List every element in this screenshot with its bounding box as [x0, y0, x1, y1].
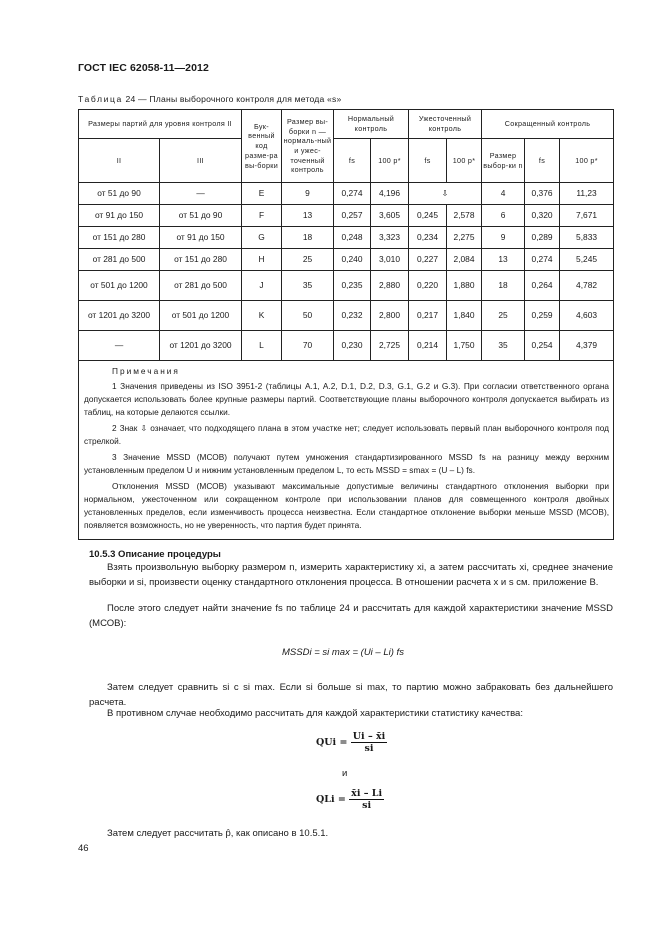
table-cell-n: 13 [282, 205, 334, 227]
table-cell-iii: от 151 до 280 [160, 249, 242, 271]
table-cell-ii: — [79, 331, 160, 361]
table-cell-np: 3,010 [371, 249, 409, 271]
formula-ql-numerator: x̄i – Li [351, 788, 383, 799]
formula-ql-fraction [349, 788, 384, 811]
notes-title: Примечания [112, 366, 180, 376]
table-cell-rf: 0,274 [525, 249, 560, 271]
header-sample-size: Размер вы-борки n — нормаль-ный и ужес-точенный контроль [282, 110, 334, 183]
header-level-iii: III [160, 139, 242, 183]
table-cell-iii: от 281 до 500 [160, 271, 242, 301]
table-cell-rn: 35 [482, 331, 525, 361]
header-lot-sizes: Размеры партий для уровня контроля II [79, 110, 242, 139]
table-cell-tp: 1,750 [447, 331, 482, 361]
table-cell-rn: 6 [482, 205, 525, 227]
table-cell-ii: от 501 до 1200 [79, 271, 160, 301]
formula-qu-denominator: si [364, 743, 374, 754]
table-cell-nf: 0,232 [334, 301, 371, 331]
table-cell-tf: 0,220 [409, 271, 447, 301]
table-cell-tf: 0,217 [409, 301, 447, 331]
table-cell-np: 3,323 [371, 227, 409, 249]
table-cell-tf: 0,245 [409, 205, 447, 227]
paragraph-3: Затем следует сравнить si с si max. Если si больше si max, то партию можно забраковать без дальнейшего расчета. [89, 682, 613, 708]
table-cell-rn: 13 [482, 249, 525, 271]
formula-qu-fraction [351, 731, 388, 754]
table-cell-nf: 0,274 [334, 183, 371, 205]
table-cell-np: 2,800 [371, 301, 409, 331]
table-cell-rp: 5,245 [560, 249, 614, 271]
table-cell-code: L [242, 331, 282, 361]
note-3: 3 Значение MSSD (МСОВ) получают путем умножения стандартизированного MSSD fs на разницу между верхним установленным пределом U и нижним установленным пределом L, то есть MSSD = smax = (U – L) fs. [84, 452, 610, 475]
paragraph-1: Взять произвольную выборку размером n, измерить характеристику xi, а затем рассчитать xi, среднее значение выборки и si, произвести оценку стандартного отклонения процесса. В отношении расчета x и s см. приложение В. [89, 562, 613, 588]
table-cell-tf: 0,227 [409, 249, 447, 271]
table-cell-rf: 0,254 [525, 331, 560, 361]
section-heading: 10.5.3 Описание процедуры [89, 549, 221, 560]
note-2: 2 Знак ⇩ означает, что подходящего плана в этом участке нет; следует использовать первый план выборочного контроля под стрелкой. [84, 423, 610, 446]
table-cell-tf: 0,234 [409, 227, 447, 249]
document-header: ГОСТ IEC 62058-11—2012 [78, 62, 209, 74]
formula-qu-numerator: Ui – x̄i [352, 731, 386, 742]
formula-mssd: MSSDi = si max = (Ui – Li) fs [282, 647, 404, 658]
table-cell-ii: от 281 до 500 [79, 249, 160, 271]
table-cell-nf: 0,248 [334, 227, 371, 249]
header-reduced-100p: 100 p* [560, 139, 614, 183]
table-row [79, 271, 614, 301]
formula-ql [316, 788, 384, 811]
table-cell-rp: 11,23 [560, 183, 614, 205]
table-cell-nf: 0,240 [334, 249, 371, 271]
table-cell-tp: 2,578 [447, 205, 482, 227]
table-cell-rp: 5,833 [560, 227, 614, 249]
table-cell-rf: 0,289 [525, 227, 560, 249]
table-cell-nf: 0,257 [334, 205, 371, 227]
table-row [79, 301, 614, 331]
table-cell-code: K [242, 301, 282, 331]
table-cell-code: F [242, 205, 282, 227]
table-cell-nf: 0,230 [334, 331, 371, 361]
table-cell-n: 9 [282, 183, 334, 205]
table-cell-rf: 0,264 [525, 271, 560, 301]
header-tightened: Ужесточенный контроль [409, 110, 482, 139]
table-cell-rn: 25 [482, 301, 525, 331]
table-cell-code: J [242, 271, 282, 301]
table-cell-rn: 4 [482, 183, 525, 205]
header-tight-100p: 100 p* [447, 139, 482, 183]
table-cell-rn: 18 [482, 271, 525, 301]
paragraph-4: В противном случае необходимо рассчитать для каждой характеристики статистику качества: [107, 708, 523, 719]
header-normal: Нормальный контроль [334, 110, 409, 139]
table-cell-nf: 0,235 [334, 271, 371, 301]
caption-text: 24 — Планы выборочного контроля для метода «s» [122, 94, 342, 104]
formula-qu [316, 731, 387, 754]
table-cell-tf: ⇩ [409, 183, 482, 205]
formula-qu-lhs: QUi = [316, 737, 348, 748]
table-cell-n: 18 [282, 227, 334, 249]
table-cell-rf: 0,320 [525, 205, 560, 227]
table-notes [79, 361, 614, 540]
caption-prefix: Таблица [78, 94, 123, 104]
table-cell-n: 50 [282, 301, 334, 331]
table-row [79, 205, 614, 227]
table-cell-np: 2,725 [371, 331, 409, 361]
sampling-plans-table [78, 109, 614, 540]
paragraph-2: После этого следует найти значение fs по таблице 24 и рассчитать для каждой характеристики значение MSSD (МСОВ): [89, 603, 613, 629]
table-cell-ii: от 151 до 280 [79, 227, 160, 249]
header-reduced: Сокращенный контроль [482, 110, 614, 139]
table-cell-n: 35 [282, 271, 334, 301]
table-cell-ii: от 91 до 150 [79, 205, 160, 227]
table-cell-np: 3,605 [371, 205, 409, 227]
formula-ql-denominator: si [362, 800, 372, 811]
table-cell-rf: 0,376 [525, 183, 560, 205]
table-cell-code: H [242, 249, 282, 271]
table-cell-ii: от 1201 до 3200 [79, 301, 160, 331]
table-cell-code: E [242, 183, 282, 205]
table-cell-n: 70 [282, 331, 334, 361]
table-row [79, 183, 614, 205]
table-cell-tf: 0,214 [409, 331, 447, 361]
table-cell-iii: от 91 до 150 [160, 227, 242, 249]
table-cell-tp: 1,880 [447, 271, 482, 301]
table-cell-tp: 2,084 [447, 249, 482, 271]
table-row [79, 249, 614, 271]
table-cell-iii: от 501 до 1200 [160, 301, 242, 331]
header-code-letter: Бук-венный код разме-ра вы-борки [242, 110, 282, 183]
formula-ql-lhs: QLi = [316, 794, 346, 805]
table-cell-rn: 9 [482, 227, 525, 249]
table-cell-iii: от 1201 до 3200 [160, 331, 242, 361]
table-cell-rf: 0,259 [525, 301, 560, 331]
table-cell-code: G [242, 227, 282, 249]
table-cell-n: 25 [282, 249, 334, 271]
table-row [79, 331, 614, 361]
page-number: 46 [78, 843, 89, 854]
table-cell-rp: 4,782 [560, 271, 614, 301]
table-row [79, 227, 614, 249]
table-cell-tp: 1,840 [447, 301, 482, 331]
table-cell-ii: от 51 до 90 [79, 183, 160, 205]
table-caption [78, 94, 342, 104]
header-normal-100p: 100 p* [371, 139, 409, 183]
note-4: Отклонения MSSD (МСОВ) указывают максимальные допустимые величины стандартного отклонения выборки при нормальном, ужесточенном или сокращенном контроле при использовании планов для совмещенного контроля двойных установленных пределов, если изменчивость процесса неизвестна. Если стандартное отклонение выборки меньше MSSD (МСОВ), появляется возможность, но не уверенность, что партия будет принята. [84, 481, 610, 530]
paragraph-5: Затем следует рассчитать p̂, как описано в 10.5.1. [107, 828, 329, 839]
table-cell-iii: от 51 до 90 [160, 205, 242, 227]
header-tight-fs: fs [409, 139, 447, 183]
table-cell-rp: 4,379 [560, 331, 614, 361]
header-reduced-n: Размер выбор-ки n [482, 139, 525, 183]
table-cell-iii: — [160, 183, 242, 205]
formula-and: и [342, 768, 348, 779]
table-cell-tp: 2,275 [447, 227, 482, 249]
table-cell-np: 2,880 [371, 271, 409, 301]
table-cell-rp: 7,671 [560, 205, 614, 227]
header-reduced-fs: fs [525, 139, 560, 183]
note-1: 1 Значения приведены из ISO 3951-2 (таблицы A.1, A.2, D.1, D.2, D.3, G.1, G.2 и G.3). При согласии ответственного органа допускается использовать более крупные размеры партий. Соответствующие планы выборочного контроля допускается выбирать из таблиц, на которые делаются ссылки. [84, 381, 610, 417]
header-level-ii: II [79, 139, 160, 183]
table-cell-np: 4,196 [371, 183, 409, 205]
header-normal-fs: fs [334, 139, 371, 183]
table-cell-rp: 4,603 [560, 301, 614, 331]
